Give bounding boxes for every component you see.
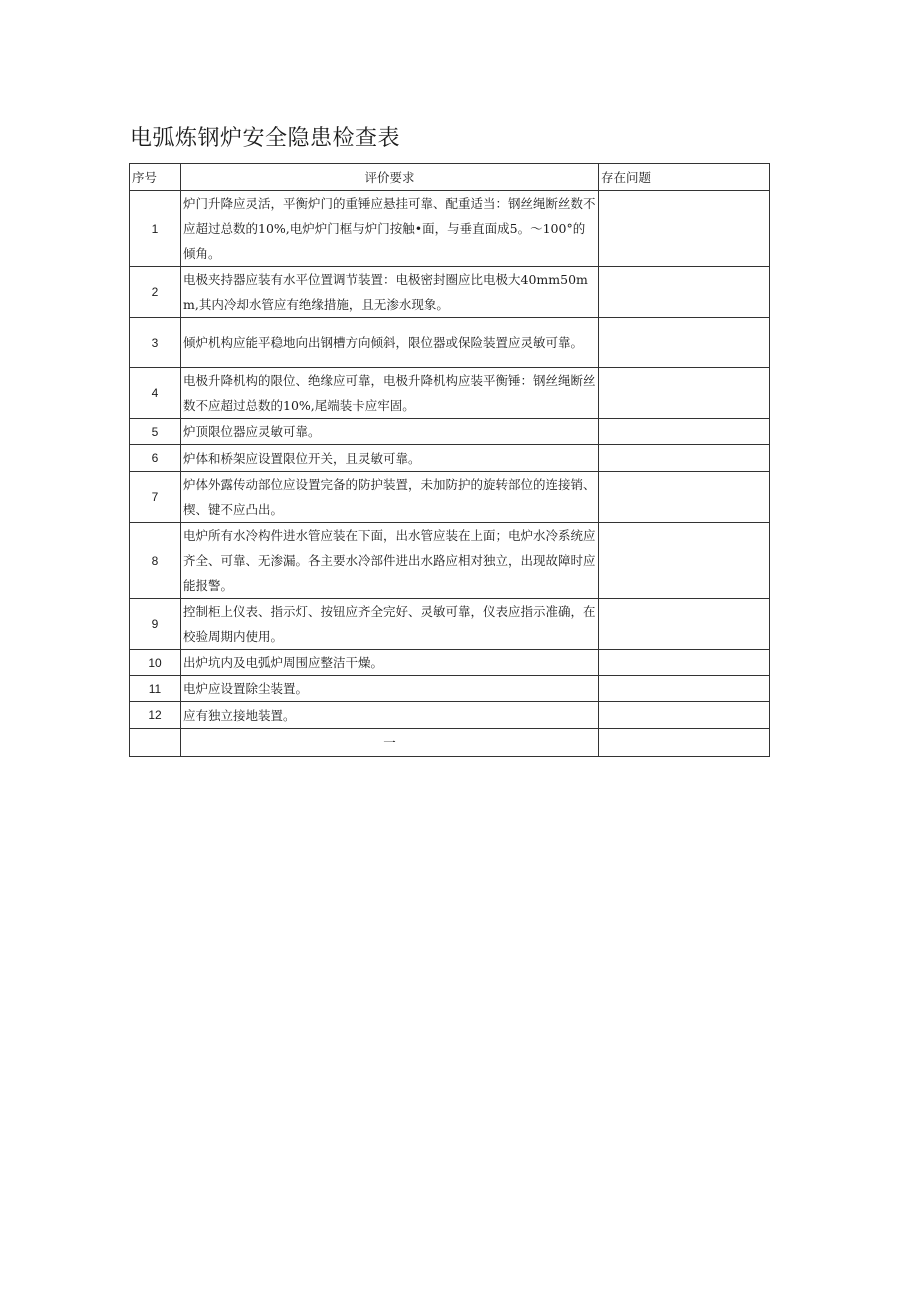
row-requirement: 电极升降机构的限位、绝缘应可靠，电极升降机构应装平衡锤：钢丝绳断丝数不应超过总数的10%,尾端装卡应牢固。 bbox=[181, 368, 599, 419]
table-row bbox=[130, 368, 770, 419]
row-issue-cell[interactable] bbox=[599, 445, 770, 472]
table-row bbox=[130, 472, 770, 523]
table-row bbox=[130, 445, 770, 472]
row-issue-cell[interactable] bbox=[599, 267, 770, 318]
row-no: 5 bbox=[130, 419, 181, 445]
table-row bbox=[130, 676, 770, 702]
row-no: 6 bbox=[130, 445, 181, 472]
row-no: 2 bbox=[130, 267, 181, 318]
row-issue-cell[interactable] bbox=[599, 419, 770, 445]
row-issue-cell[interactable] bbox=[599, 191, 770, 267]
table-row bbox=[130, 267, 770, 318]
row-requirement: 电炉所有水冷构件进水管应装在下面，出水管应装在上面；电炉水冷系统应齐全、可靠、无渗漏。各主要水冷部件进出水路应相对独立，出现故障时应能报警。 bbox=[181, 523, 599, 599]
table-header-row bbox=[130, 164, 770, 191]
row-requirement: 出炉坑内及电弧炉周围应整洁干燥。 bbox=[181, 650, 599, 676]
footer-requirement: 一 bbox=[181, 729, 599, 757]
table-row bbox=[130, 599, 770, 650]
table-row bbox=[130, 191, 770, 267]
row-issue-cell[interactable] bbox=[599, 523, 770, 599]
row-no: 8 bbox=[130, 523, 181, 599]
table-row bbox=[130, 318, 770, 368]
footer-issue-cell[interactable] bbox=[599, 729, 770, 757]
row-requirement: 应有独立接地装置。 bbox=[181, 702, 599, 729]
row-requirement: 倾炉机构应能平稳地向出钢槽方向倾斜，限位器或保险装置应灵敏可靠。 bbox=[181, 318, 599, 368]
row-issue-cell[interactable] bbox=[599, 599, 770, 650]
table-row bbox=[130, 523, 770, 599]
row-requirement: 炉体和桥架应设置限位开关，且灵敏可靠。 bbox=[181, 445, 599, 472]
row-issue-cell[interactable] bbox=[599, 472, 770, 523]
table-footer-row bbox=[130, 729, 770, 757]
row-requirement: 炉门升降应灵活，平衡炉门的重锤应悬挂可靠、配重适当：钢丝绳断丝数不应超过总数的10%,电炉炉门框与炉门按触•面，与垂直面成5。～100°的倾角。 bbox=[181, 191, 599, 267]
row-no: 11 bbox=[130, 676, 181, 702]
row-issue-cell[interactable] bbox=[599, 318, 770, 368]
row-no: 10 bbox=[130, 650, 181, 676]
header-issue: 存在问题 bbox=[599, 164, 770, 191]
row-no: 1 bbox=[130, 191, 181, 267]
inspection-table bbox=[129, 163, 770, 757]
row-requirement: 电炉应设置除尘装置。 bbox=[181, 676, 599, 702]
table-row bbox=[130, 650, 770, 676]
row-no: 9 bbox=[130, 599, 181, 650]
table-row bbox=[130, 419, 770, 445]
row-issue-cell[interactable] bbox=[599, 368, 770, 419]
row-no: 7 bbox=[130, 472, 181, 523]
row-no: 12 bbox=[130, 702, 181, 729]
row-issue-cell[interactable] bbox=[599, 650, 770, 676]
row-requirement: 炉体外露传动部位应设置完备的防护装置，未加防护的旋转部位的连接销、楔、键不应凸出。 bbox=[181, 472, 599, 523]
table-row bbox=[130, 702, 770, 729]
row-issue-cell[interactable] bbox=[599, 676, 770, 702]
row-requirement: 电极夹持器应装有水平位置调节装置：电极密封圈应比电极大40mm50mm,其内冷却水管应有绝缘措施，且无渗水现象。 bbox=[181, 267, 599, 318]
row-no: 3 bbox=[130, 318, 181, 368]
footer-no bbox=[130, 729, 181, 757]
page-title: 电弧炼钢炉安全隐患检查表 bbox=[130, 126, 401, 151]
row-issue-cell[interactable] bbox=[599, 702, 770, 729]
header-serial-no: 序号 bbox=[130, 164, 181, 191]
row-requirement: 炉顶限位器应灵敏可靠。 bbox=[181, 419, 599, 445]
row-no: 4 bbox=[130, 368, 181, 419]
header-requirement: 评价要求 bbox=[181, 164, 599, 191]
row-requirement: 控制柜上仪表、指示灯、按钮应齐全完好、灵敏可靠，仪表应指示准确，在校验周期内使用。 bbox=[181, 599, 599, 650]
